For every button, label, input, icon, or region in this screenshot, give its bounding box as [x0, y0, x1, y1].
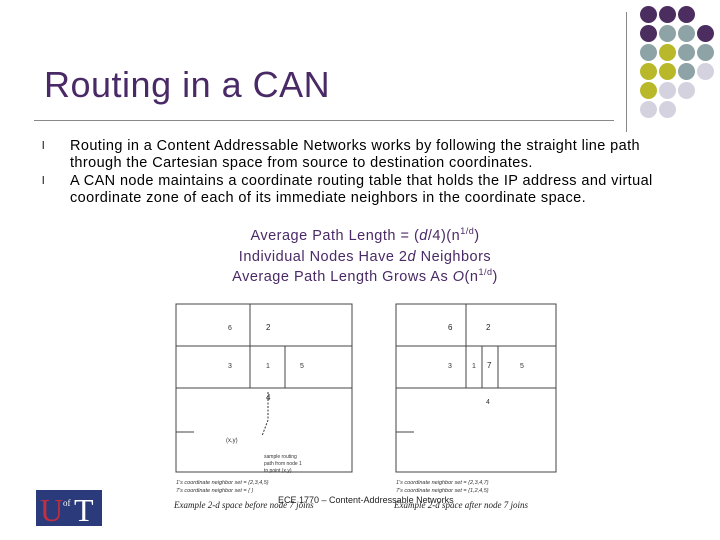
formula-block	[150, 226, 580, 288]
diagram-caption: Example 2-d space before node 7 joins	[174, 500, 314, 510]
zone-label: 1	[266, 363, 270, 370]
bullet-item	[42, 173, 682, 206]
decorative-dot	[659, 82, 676, 99]
decorative-dot	[678, 82, 695, 99]
routing-note: sample routing	[264, 454, 297, 460]
neighbor-line: 1's coordinate neighbor set = {2,3,4,5}	[176, 480, 269, 486]
bullet-text: Routing in a Content Addressable Networks works by following the straight line path through the Cartesian space from source to destination coordinates.	[70, 138, 640, 171]
point-label: (x,y)	[226, 438, 238, 444]
decorative-dot	[659, 63, 676, 80]
decorative-dot	[640, 44, 657, 61]
decorative-dot	[640, 63, 657, 80]
bullet-marker: l	[42, 140, 45, 152]
vertical-rule	[626, 12, 627, 132]
zone-label: 6	[228, 325, 232, 332]
zone-label: 7	[487, 361, 492, 370]
decorative-dot	[640, 6, 657, 23]
logo-of: of	[63, 498, 71, 508]
zone-label: 1	[472, 363, 476, 370]
zone-label: 4	[266, 393, 271, 402]
decorative-dot	[640, 101, 657, 118]
logo-u: U	[40, 492, 64, 526]
decorative-dot	[659, 101, 676, 118]
neighbor-line: 7's coordinate neighbor set = { }	[176, 488, 254, 494]
zone-label: 5	[300, 363, 304, 370]
bullet-list	[42, 138, 682, 208]
decorative-dot	[678, 44, 695, 61]
decorative-dot	[678, 63, 695, 80]
bullet-item	[42, 138, 682, 171]
neighbor-line: 7's coordinate neighbor set = {1,2,4,5}	[396, 488, 489, 494]
decorative-dot	[678, 6, 695, 23]
decorative-dot	[659, 25, 676, 42]
zone-label: 3	[448, 363, 452, 370]
formula-neighbors: Individual Nodes Have 2d Neighbors	[238, 248, 492, 265]
slide-footer: ECE 1770 – Content-Addressable Networks	[278, 495, 454, 505]
decorative-dot	[659, 44, 676, 61]
decorative-dot	[659, 6, 676, 23]
zone-label: 2	[266, 323, 271, 332]
decorative-dot	[697, 44, 714, 61]
decorative-dot	[678, 25, 695, 42]
zone-label: 2	[486, 323, 491, 332]
decorative-dot	[640, 82, 657, 99]
decorative-dot	[697, 63, 714, 80]
zone-label: 4	[486, 399, 490, 406]
formula-average-path: Average Path Length = $(d/4)(n^{1/d})$	[250, 226, 480, 244]
decorative-dot	[697, 25, 714, 42]
zone-label: 5	[520, 363, 524, 370]
neighbor-line: 1's coordinate neighbor set = {2,3,4,7}	[396, 480, 489, 486]
zone-label: 3	[228, 363, 232, 370]
page-title: Routing in a CAN	[44, 64, 331, 105]
routing-note: to point (x,y)	[264, 468, 292, 474]
university-logo	[36, 490, 102, 526]
zone-label: 6	[448, 323, 453, 332]
decorative-dot	[640, 25, 657, 42]
diagram-caption: Example 2-d space after node 7 joins	[394, 500, 528, 510]
formula-growth: Average Path Length Grows As $O(n^{1/d})$	[232, 267, 498, 285]
title-divider	[34, 120, 614, 121]
logo-t: T	[74, 492, 94, 526]
bullet-text: A CAN node maintains a coordinate routing table that holds the IP address and virtual coordinate zone of each of its immediate neighbors in the coordinate space.	[70, 173, 653, 206]
bullet-marker: l	[42, 175, 45, 187]
routing-note: path from node 1	[264, 461, 302, 467]
